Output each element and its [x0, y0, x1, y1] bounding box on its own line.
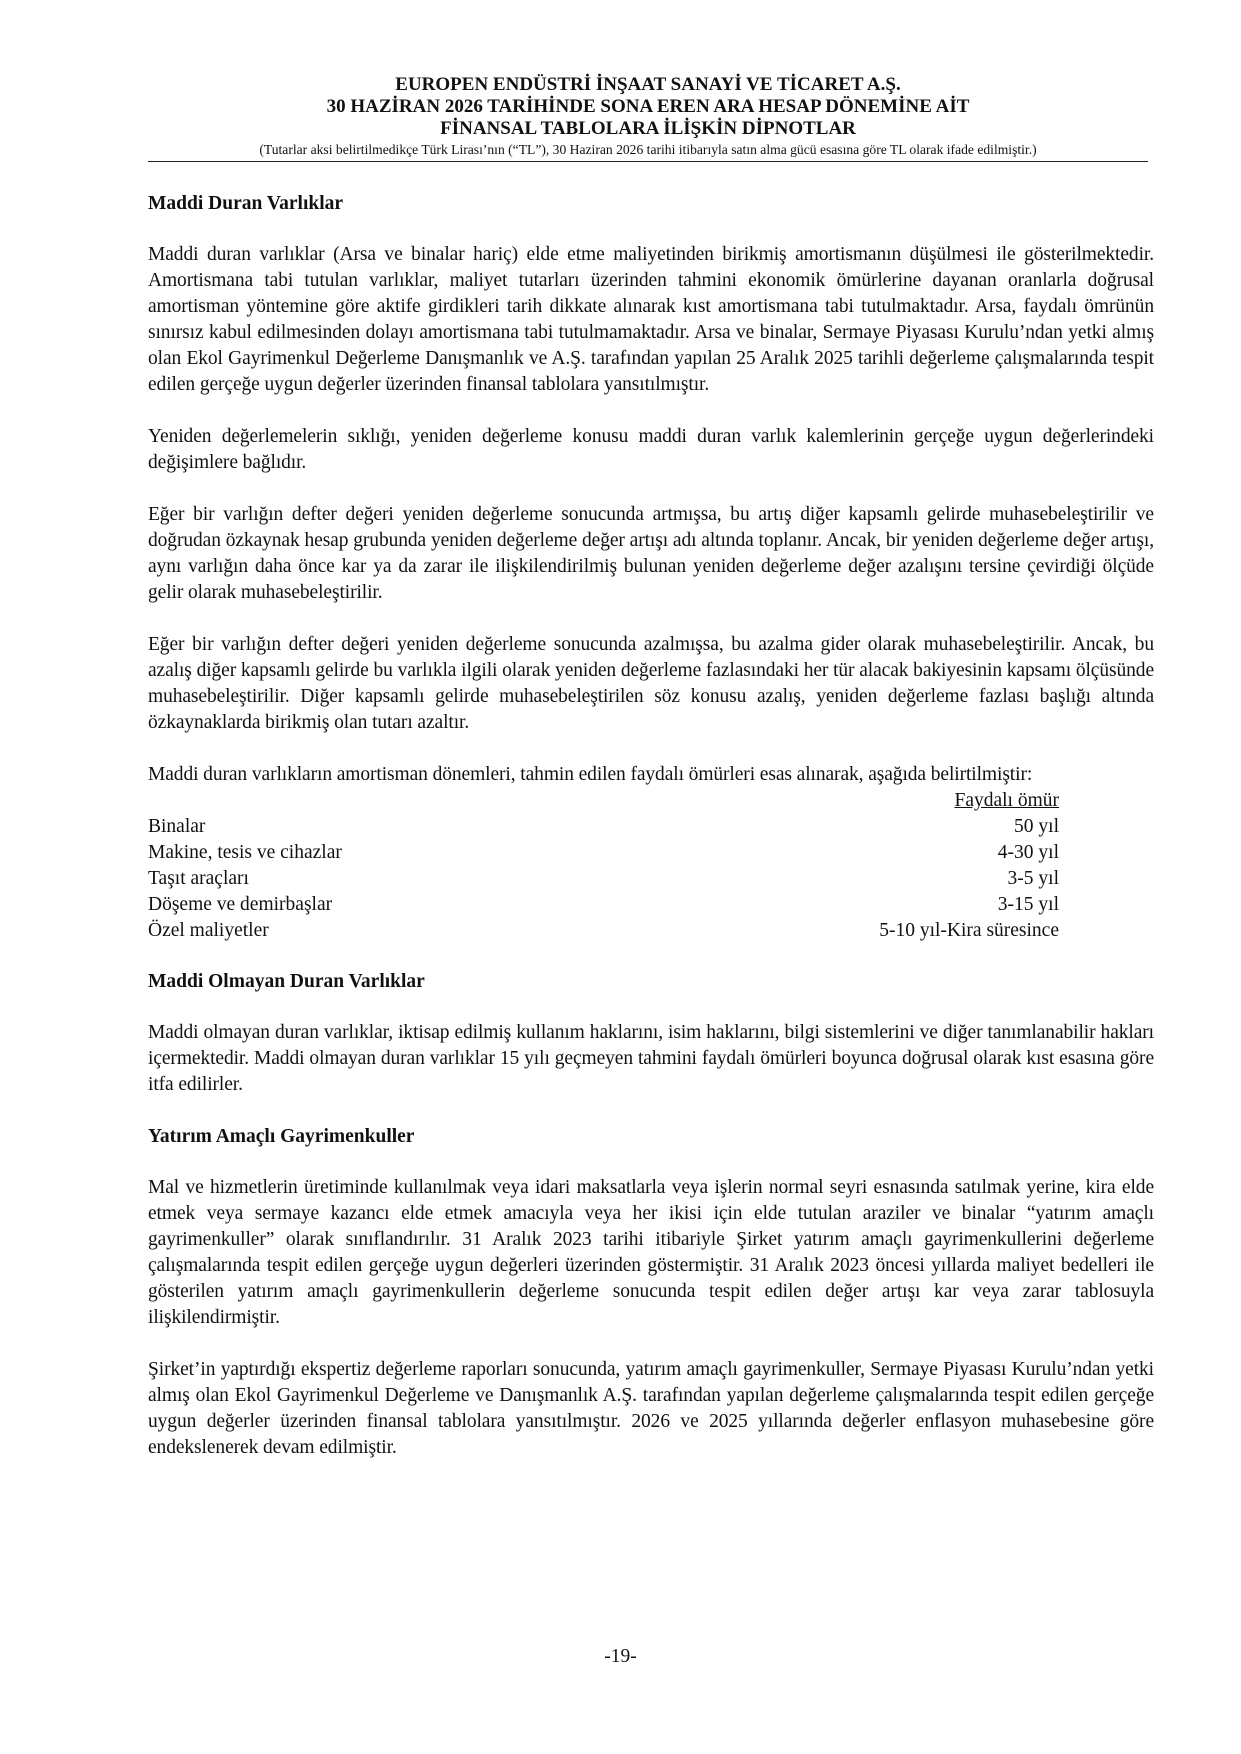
- section-heading-investment-property: Yatırım Amaçlı Gayrimenkuller: [148, 1126, 415, 1147]
- investment-paragraph-1: Mal ve hizmetlerin üretiminde kullanılmak veya idari maksatlarla veya işlerin normal seyri esnasında satılmak yerine, kira elde etmek veya sermaye kazancı elde etmek amacıyla veya her ikisi için elde tutulan araziler ve binalar “yatırım amaçlı gayrimenkuller” olarak sınıflandırılır. 31 Aralık 2023 tarihi itibariyle Şirket yatırım amaçlı gayrimenkullerini değerleme çalışmalarında tespit edilen gerçeğe uygun değerleri üzerinden göstermiştir. 31 Aralık 2023 öncesi yıllarda maliyet bedelleri ile gösterilen yatırım amaçlı gayrimenkullerin değerleme sonucunda tespit edilen değer artışı kar veya zarar tablosuyla ilişkilendirmiştir.: [148, 1177, 1154, 1328]
- useful-life-value: 4-30 yıl: [997, 842, 1059, 863]
- useful-life-value: 5-10 yıl-Kira süresince: [879, 920, 1059, 941]
- section-heading-intangible-assets: Maddi Olmayan Duran Varlıklar: [148, 971, 425, 992]
- table-row: [148, 866, 1154, 892]
- asset-class-label: Özel maliyetler: [148, 920, 269, 941]
- intangible-paragraph-1: Maddi olmayan duran varlıklar, iktisap edilmiş kullanım haklarını, isim haklarını, bilgi sistemlerini ve diğer tanımlanabilir hakları içermektedir. Maddi olmayan duran varlıklar 15 yılı geçmeyen tahmini faydalı ömürleri boyunca doğrusal olarak kıst esasına göre itfa edilirler.: [148, 1022, 1154, 1095]
- page-header: [148, 74, 1148, 162]
- table-row: [148, 840, 1154, 866]
- asset-class-label: Taşıt araçları: [148, 868, 249, 889]
- report-period: 30 HAZİRAN 2026 TARİHİNDE SONA EREN ARA HESAP DÖNEMİNE AİT: [326, 96, 970, 117]
- useful-life-value: 50 yıl: [1014, 816, 1059, 837]
- asset-class-label: Makine, tesis ve cihazlar: [148, 842, 342, 863]
- asset-class-label: Binalar: [148, 816, 206, 837]
- page-number: -19-: [604, 1646, 637, 1667]
- useful-life-value: 3-15 yıl: [997, 894, 1059, 915]
- tangible-paragraph-5: Maddi duran varlıkların amortisman dönemleri, tahmin edilen faydalı ömürleri esas alınarak, aşağıda belirtilmiştir:: [148, 764, 1033, 785]
- table-row: [148, 814, 1154, 840]
- currency-note: (Tutarlar aksi belirtilmedikçe Türk Lirası’nın (“TL”), 30 Haziran 2026 tarihi itibarıyla satın alma gücü esasına göre TL olarak ifade edilmiştir.): [259, 142, 1037, 157]
- table-row: [148, 892, 1154, 918]
- table-row: [148, 918, 1154, 944]
- useful-life-value: 3-5 yıl: [1007, 868, 1059, 889]
- asset-class-label: Döşeme ve demirbaşlar: [148, 894, 333, 915]
- table-header-row: [148, 788, 1154, 814]
- company-name: EUROPEN ENDÜSTRİ İNŞAAT SANAYİ VE TİCARET A.Ş.: [395, 74, 901, 95]
- section-heading-tangible-assets: Maddi Duran Varlıklar: [148, 193, 344, 214]
- tangible-paragraph-2: Yeniden değerlemelerin sıklığı, yeniden değerleme konusu maddi duran varlık kalemlerinin gerçeğe uygun değerlerindeki değişimlere bağlıdır.: [148, 426, 1154, 473]
- report-title: FİNANSAL TABLOLARA İLİŞKİN DİPNOTLAR: [440, 118, 856, 139]
- investment-paragraph-2: Şirket’in yaptırdığı ekspertiz değerleme raporları sonucunda, yatırım amaçlı gayrimenkuller, Sermaye Piyasası Kurulu’ndan yetki almış olan Ekol Gayrimenkul Değerleme ve Danışmanlık A.Ş. tarafından yapılan değerleme çalışmalarında tespit edilen gerçeğe uygun değerler üzerinden finansal tablolara yansıtılmıştır. 2026 ve 2025 yıllarında değerler enflasyon muhasebesine göre endekslenerek devam edilmiştir.: [148, 1359, 1154, 1458]
- tangible-paragraph-4: Eğer bir varlığın defter değeri yeniden değerleme sonucunda azalmışsa, bu azalma gider olarak muhasebeleştirilir. Ancak, bu azalış diğer kapsamlı gelirde bu varlıkla ilgili olarak yeniden değerleme fazlasındaki her tür alacak bakiyesinin kapsamı ölçüsünde muhasebeleştirilir. Diğer kapsamlı gelirde muhasebeleştirilen söz konusu azalış, yeniden değerleme fazlası başlığı altında özkaynaklarda birikmiş olan tutarı azaltır.: [148, 634, 1154, 733]
- tangible-paragraph-1: Maddi duran varlıklar (Arsa ve binalar hariç) elde etme maliyetinden birikmiş amortismanın düşülmesi ile gösterilmektedir. Amortismana tabi tutulan varlıklar, maliyet tutarları üzerinden tahmini ekonomik ömürlerine dayanan oranlarla doğrusal amortisman yöntemine göre aktife girdikleri tarih dikkate alınarak kıst amortismana tabi tutulmaktadır. Arsa, faydalı ömrünün sınırsız kabul edilmesinden dolayı amortismana tabi tutulmamaktadır. Arsa ve binalar, Sermaye Piyasası Kurulu’ndan yetki almış olan Ekol Gayrimenkul Değerleme Danışmanlık ve A.Ş. tarafından yapılan 25 Aralık 2025 tarihli değerleme çalışmalarında tespit edilen gerçeğe uygun değerler üzerinden finansal tablolara yansıtılmıştır.: [148, 244, 1154, 395]
- useful-life-table: [148, 788, 1154, 944]
- useful-life-column-header: Faydalı ömür: [954, 790, 1059, 811]
- tangible-paragraph-3: Eğer bir varlığın defter değeri yeniden değerleme sonucunda artmışsa, bu artış diğer kapsamlı gelirde muhasebeleştirilir ve doğrudan özkaynak hesap grubunda yeniden değerleme değer artışı adı altında toplanır. Ancak, bir yeniden değerleme değer artışı, aynı varlığın daha önce kar ya da zarar ile ilişkilendirilmiş bulunan yeniden değerleme değer azalışını tersine çevirdiği ölçüde gelir olarak muhasebeleştirilir.: [148, 504, 1154, 603]
- page-content: [148, 191, 1154, 1461]
